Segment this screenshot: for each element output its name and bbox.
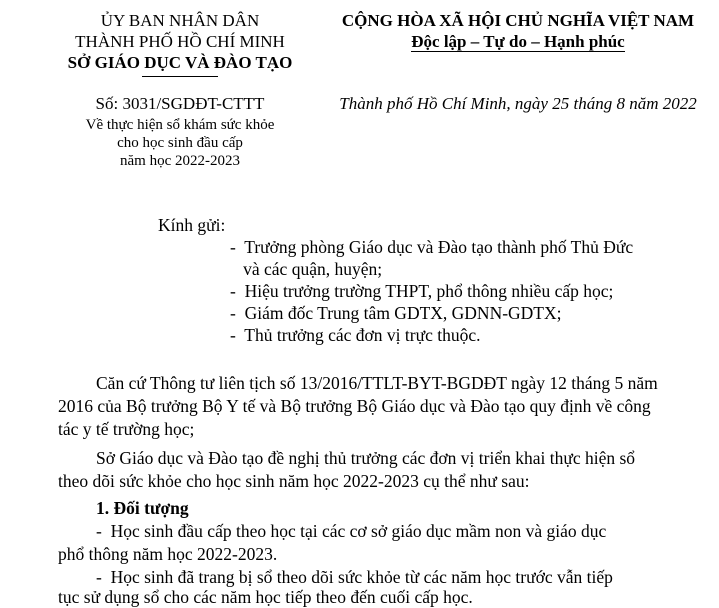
bullet-2-line-2: tục sử dụng sổ cho các năm học tiếp theo đến cuối cấp học. — [58, 587, 473, 607]
motto: Độc lập – Tự do – Hạnh phúc — [411, 32, 625, 51]
agency-line-2: THÀNH PHỐ HỒ CHÍ MINH — [75, 32, 285, 51]
place-date: Thành phố Hồ Chí Minh, ngày 25 tháng 8 năm 2022 — [339, 94, 697, 113]
agency-line-3: SỞ GIÁO DỤC VÀ ĐÀO TẠO — [67, 53, 293, 72]
nation-title: CỘNG HÒA XÃ HỘI CHỦ NGHĨA VIỆT NAM — [341, 11, 695, 30]
recipient-1-cont: và các quận, huyện; — [230, 259, 383, 279]
recipient-1: - Trưởng phòng Giáo dục và Đào tạo thành phố Thủ Đức — [230, 237, 634, 257]
bullet-1-line-2: phổ thông năm học 2022-2023. — [58, 544, 278, 564]
paragraph-1-line-2: 2016 của Bộ trưởng Bộ Y tế và Bộ trưởng Bộ Giáo dục và Đào tạo quy định về công — [58, 396, 651, 416]
paragraph-2-line-2: theo dõi sức khỏe cho học sinh năm học 2022-2023 cụ thể như sau: — [58, 471, 530, 491]
agency-underline — [142, 76, 218, 77]
bullet-1-line-1: - Học sinh đầu cấp theo học tại các cơ sở giáo dục mầm non và giáo dục — [96, 521, 607, 541]
motto-wrap — [322, 31, 714, 52]
subject-line-2: cho học sinh đầu cấp — [117, 135, 243, 151]
recipient-4: - Thủ trưởng các đơn vị trực thuộc. — [230, 325, 481, 345]
doc-number: Số: 3031/SGDĐT-CTTT — [95, 94, 265, 113]
agency-line-1: ỦY BAN NHÂN DÂN — [100, 11, 260, 30]
section-title: 1. Đối tượng — [96, 498, 189, 518]
recipient-2: - Hiệu trưởng trường THPT, phổ thông nhiều cấp học; — [230, 281, 614, 301]
bullet-2-line-1: - Học sinh đã trang bị sổ theo dõi sức khỏe từ các năm học trước vẫn tiếp — [96, 567, 613, 587]
paragraph-1-line-3: tác y tế trường học; — [58, 419, 195, 439]
subject-line-3: năm học 2022-2023 — [120, 153, 240, 169]
paragraph-1-line-1: Căn cứ Thông tư liên tịch số 13/2016/TTLT-BYT-BGDĐT ngày 12 tháng 5 năm — [96, 373, 658, 393]
recipients-label: Kính gửi: — [158, 215, 226, 235]
subject-line-1: Về thực hiện sổ khám sức khỏe — [85, 117, 275, 133]
paragraph-2-line-1: Sở Giáo dục và Đào tạo đề nghị thủ trưởng các đơn vị triển khai thực hiện sổ — [96, 448, 636, 468]
recipient-3: - Giám đốc Trung tâm GDTX, GDNN-GDTX; — [230, 303, 562, 323]
